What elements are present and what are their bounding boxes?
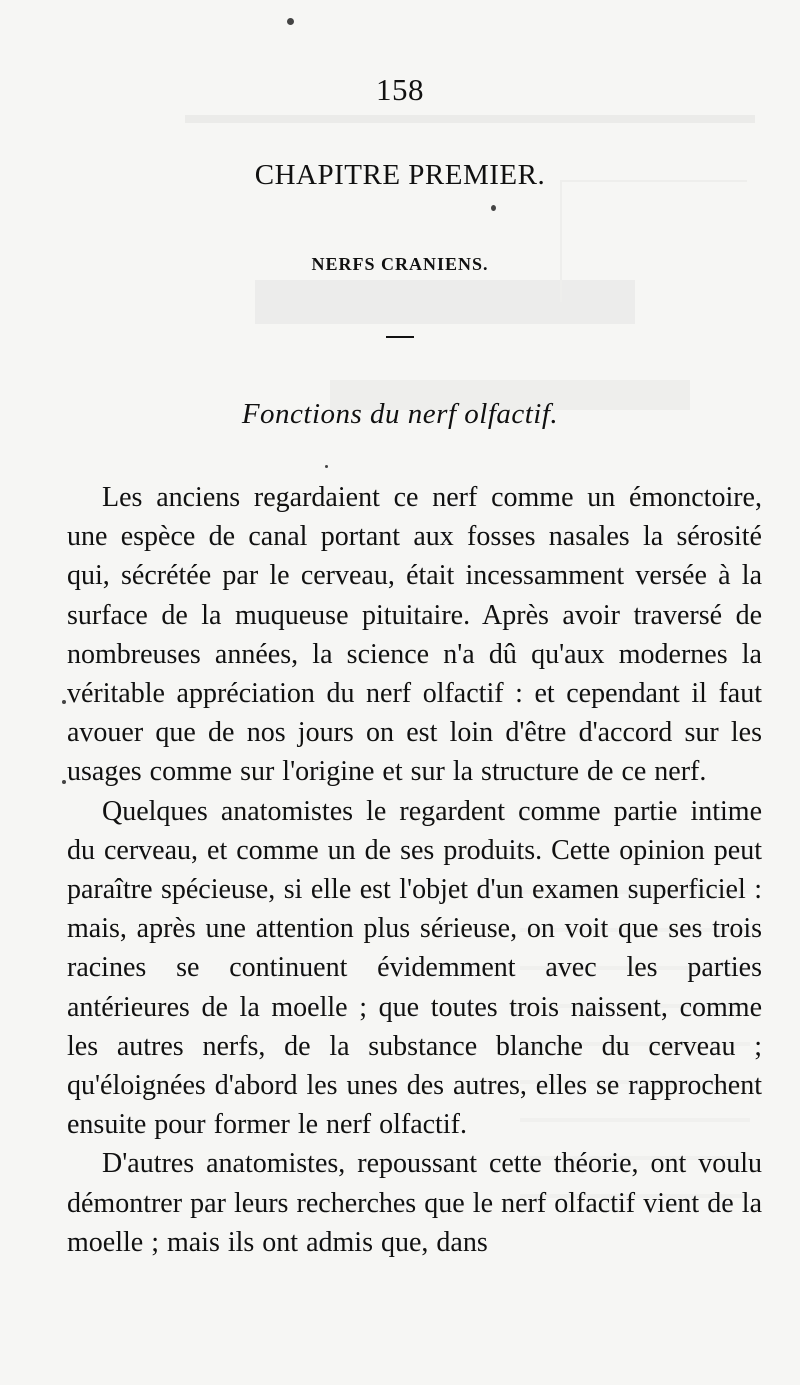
chapter-title: CHAPITRE PREMIER. — [254, 159, 546, 191]
paper-speck — [325, 465, 328, 468]
page-number: 158 — [376, 72, 424, 107]
paper-speck — [62, 700, 66, 704]
ghost-heading-block — [255, 280, 635, 324]
ghost-rule — [185, 115, 755, 123]
body-text — [67, 478, 762, 1262]
separator-rule — [386, 336, 414, 338]
paper-speck — [491, 205, 496, 211]
ghost-frame — [560, 180, 747, 302]
paragraph-3: D'autres anatomistes, repoussant cette théorie, ont voulu démontrer par leurs recherches que le nerf olfactif vient de la moelle ; mais ils ont admis que, dans — [67, 1148, 762, 1258]
paragraph-2: Quelques anatomistes le regardent comme partie intime du cerveau, et comme un de ses produits. Cette opinion peut paraître spécieuse, si elle est l'objet d'un examen superficiel : mais, après une attention plus sérieuse, on voit que ses trois racines se continuent évidemment avec les parties antérieures de la moelle ; que toutes trois naissent, comme les autres nerfs, de la substance blanche du cerveau ; qu'éloignées d'abord les unes des autres, elles se rapprochent ensuite pour former le nerf olfactif. — [67, 795, 762, 1141]
paper-speck — [62, 780, 66, 784]
paragraph-1: Les anciens regardaient ce nerf comme un émonctoire, une espèce de canal portant aux fosses nasales la sérosité qui, sécrétée par le cerveau, était incessamment versée à la surface de la muqueuse pituitaire. Après avoir traversé de nombreuses années, la science n'a dû qu'aux modernes la véritable appréciation du nerf olfactif : et cependant il faut avouer que de nos jours on est loin d'être d'accord sur les usages comme sur l'origine et sur la structure de ce nerf. — [67, 482, 762, 788]
paper-speck — [287, 18, 294, 25]
subsection-title: Fonctions du nerf olfactif. — [241, 398, 559, 430]
section-title: NERFS CRANIENS. — [311, 254, 489, 274]
